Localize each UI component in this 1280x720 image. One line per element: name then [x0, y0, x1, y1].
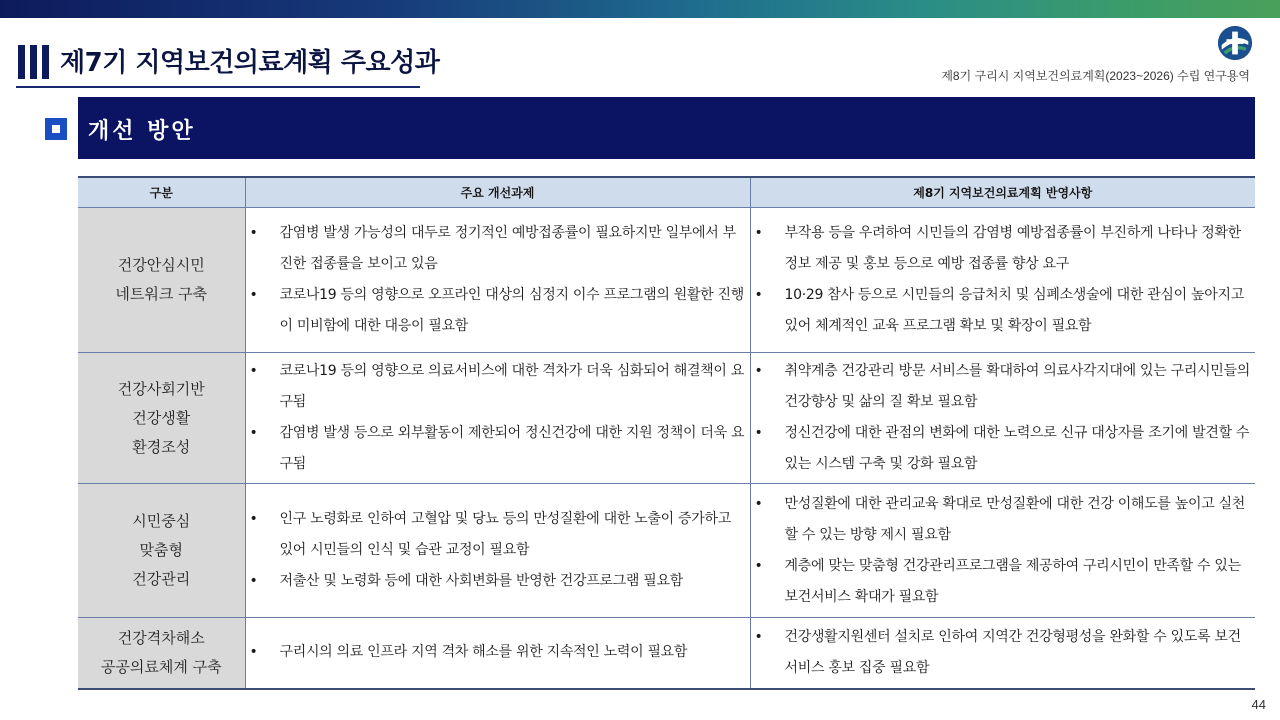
- task-item: • 인구 노령화로 인하여 고혈압 및 당뇨 등의 만성질환에 대한 노출이 증가하고 있어 시민들의 인식 및 습관 교정이 필요함: [246, 504, 750, 566]
- task-item: • 감염병 발생 등으로 외부활동이 제한되어 정신건강에 대한 지원 정책이 더욱 요구됨: [246, 418, 750, 480]
- category-line: 맞춤형: [139, 541, 183, 559]
- section-title: 개선 방안: [88, 119, 196, 144]
- reflection-item: • 취약계층 건강관리 방문 서비스를 확대하여 의료사각지대에 있는 구리시민들의 건강향상 및 삶의 질 확보 필요함: [751, 356, 1256, 418]
- category-line: 건강관리: [132, 570, 191, 588]
- document-subtitle: 제8기 구리시 지역보건의료계획(2023~2026) 수립 연구용역: [941, 69, 1250, 83]
- category-cell: [78, 484, 245, 618]
- title-bars-icon: [18, 45, 49, 79]
- page-number: 44: [1251, 697, 1266, 712]
- tasks-cell: [245, 353, 750, 484]
- category-line: 건강생활: [132, 408, 191, 427]
- task-item: • 감염병 발생 가능성의 대두로 정기적인 예방접종률이 필요하지만 일부에서 부진한 접종률을 보이고 있음: [246, 218, 750, 280]
- category-line: 시민중심: [132, 512, 191, 530]
- tasks-cell: [245, 618, 750, 689]
- section-marker-icon: [45, 118, 67, 140]
- task-item: • 코로나19 등의 영향으로 오프라인 대상의 심정지 이수 프로그램의 원활한 진행이 미비함에 대한 대응이 필요함: [246, 280, 750, 342]
- task-item: • 구리시의 의료 인프라 지역 격차 해소를 위한 지속적인 노력이 필요함: [246, 637, 750, 668]
- reflections-cell: [750, 618, 1255, 689]
- reflections-cell: [750, 484, 1255, 618]
- category-line: 공공의료체계 구축: [100, 657, 222, 676]
- category-line: 건강사회기반: [117, 379, 205, 398]
- category-cell: [78, 208, 245, 353]
- reflection-item: • 계층에 맞는 맞춤형 건강관리프로그램을 제공하여 구리시민이 만족할 수 있는 보건서비스 확대가 필요함: [751, 551, 1256, 613]
- reflection-item: • 정신건강에 대한 관점의 변화에 대한 노력으로 신규 대상자를 조기에 발견할 수 있는 시스템 구축 및 강화 필요함: [751, 418, 1256, 480]
- reflections-cell: [750, 353, 1255, 484]
- header-category: 구분: [78, 177, 245, 208]
- table-row: [78, 484, 1255, 618]
- tasks-cell: [245, 208, 750, 353]
- tasks-cell: [245, 484, 750, 618]
- city-logo-icon: [1216, 24, 1254, 62]
- page-title: 제7기 지역보건의료계획 주요성과: [60, 48, 440, 78]
- table-row: [78, 353, 1255, 484]
- reflection-item: • 부작용 등을 우려하여 시민들의 감염병 예방접종률이 부진하게 나타나 정확한 정보 제공 및 홍보 등으로 예방 접종률 향상 요구: [751, 218, 1256, 280]
- category-cell: [78, 618, 245, 689]
- category-cell: [78, 353, 245, 484]
- header-tasks: 주요 개선과제: [245, 177, 750, 208]
- table-header-row: [78, 177, 1255, 208]
- table-row: [78, 208, 1255, 353]
- top-gradient-band: [0, 0, 1280, 18]
- title-underline: [16, 86, 420, 88]
- category-line: 네트워크 구축: [115, 285, 208, 303]
- section-header-bar: [78, 97, 1255, 159]
- improvement-table: [78, 176, 1255, 690]
- reflection-item: • 건강생활지원센터 설치로 인하여 지역간 건강형평성을 완화할 수 있도록 보건서비스 홍보 집중 필요함: [751, 622, 1256, 684]
- header-reflections: 제8기 지역보건의료계획 반영사항: [750, 177, 1255, 208]
- category-line: 건강격차해소: [117, 628, 205, 647]
- task-item: • 저출산 및 노령화 등에 대한 사회변화를 반영한 건강프로그램 필요함: [246, 566, 750, 597]
- reflections-cell: [750, 208, 1255, 353]
- task-item: • 코로나19 등의 영향으로 의료서비스에 대한 격차가 더욱 심화되어 해결책이 요구됨: [246, 356, 750, 418]
- reflection-item: • 10·29 참사 등으로 시민들의 응급처치 및 심폐소생술에 대한 관심이 높아지고 있어 체계적인 교육 프로그램 확보 및 확장이 필요함: [751, 280, 1256, 342]
- category-line: 건강안심시민: [117, 256, 205, 274]
- reflection-item: • 만성질환에 대한 관리교육 확대로 만성질환에 대한 건강 이해도를 높이고 실천할 수 있는 방향 제시 필요함: [751, 489, 1256, 551]
- category-line: 환경조성: [132, 437, 191, 456]
- table-row: [78, 618, 1255, 689]
